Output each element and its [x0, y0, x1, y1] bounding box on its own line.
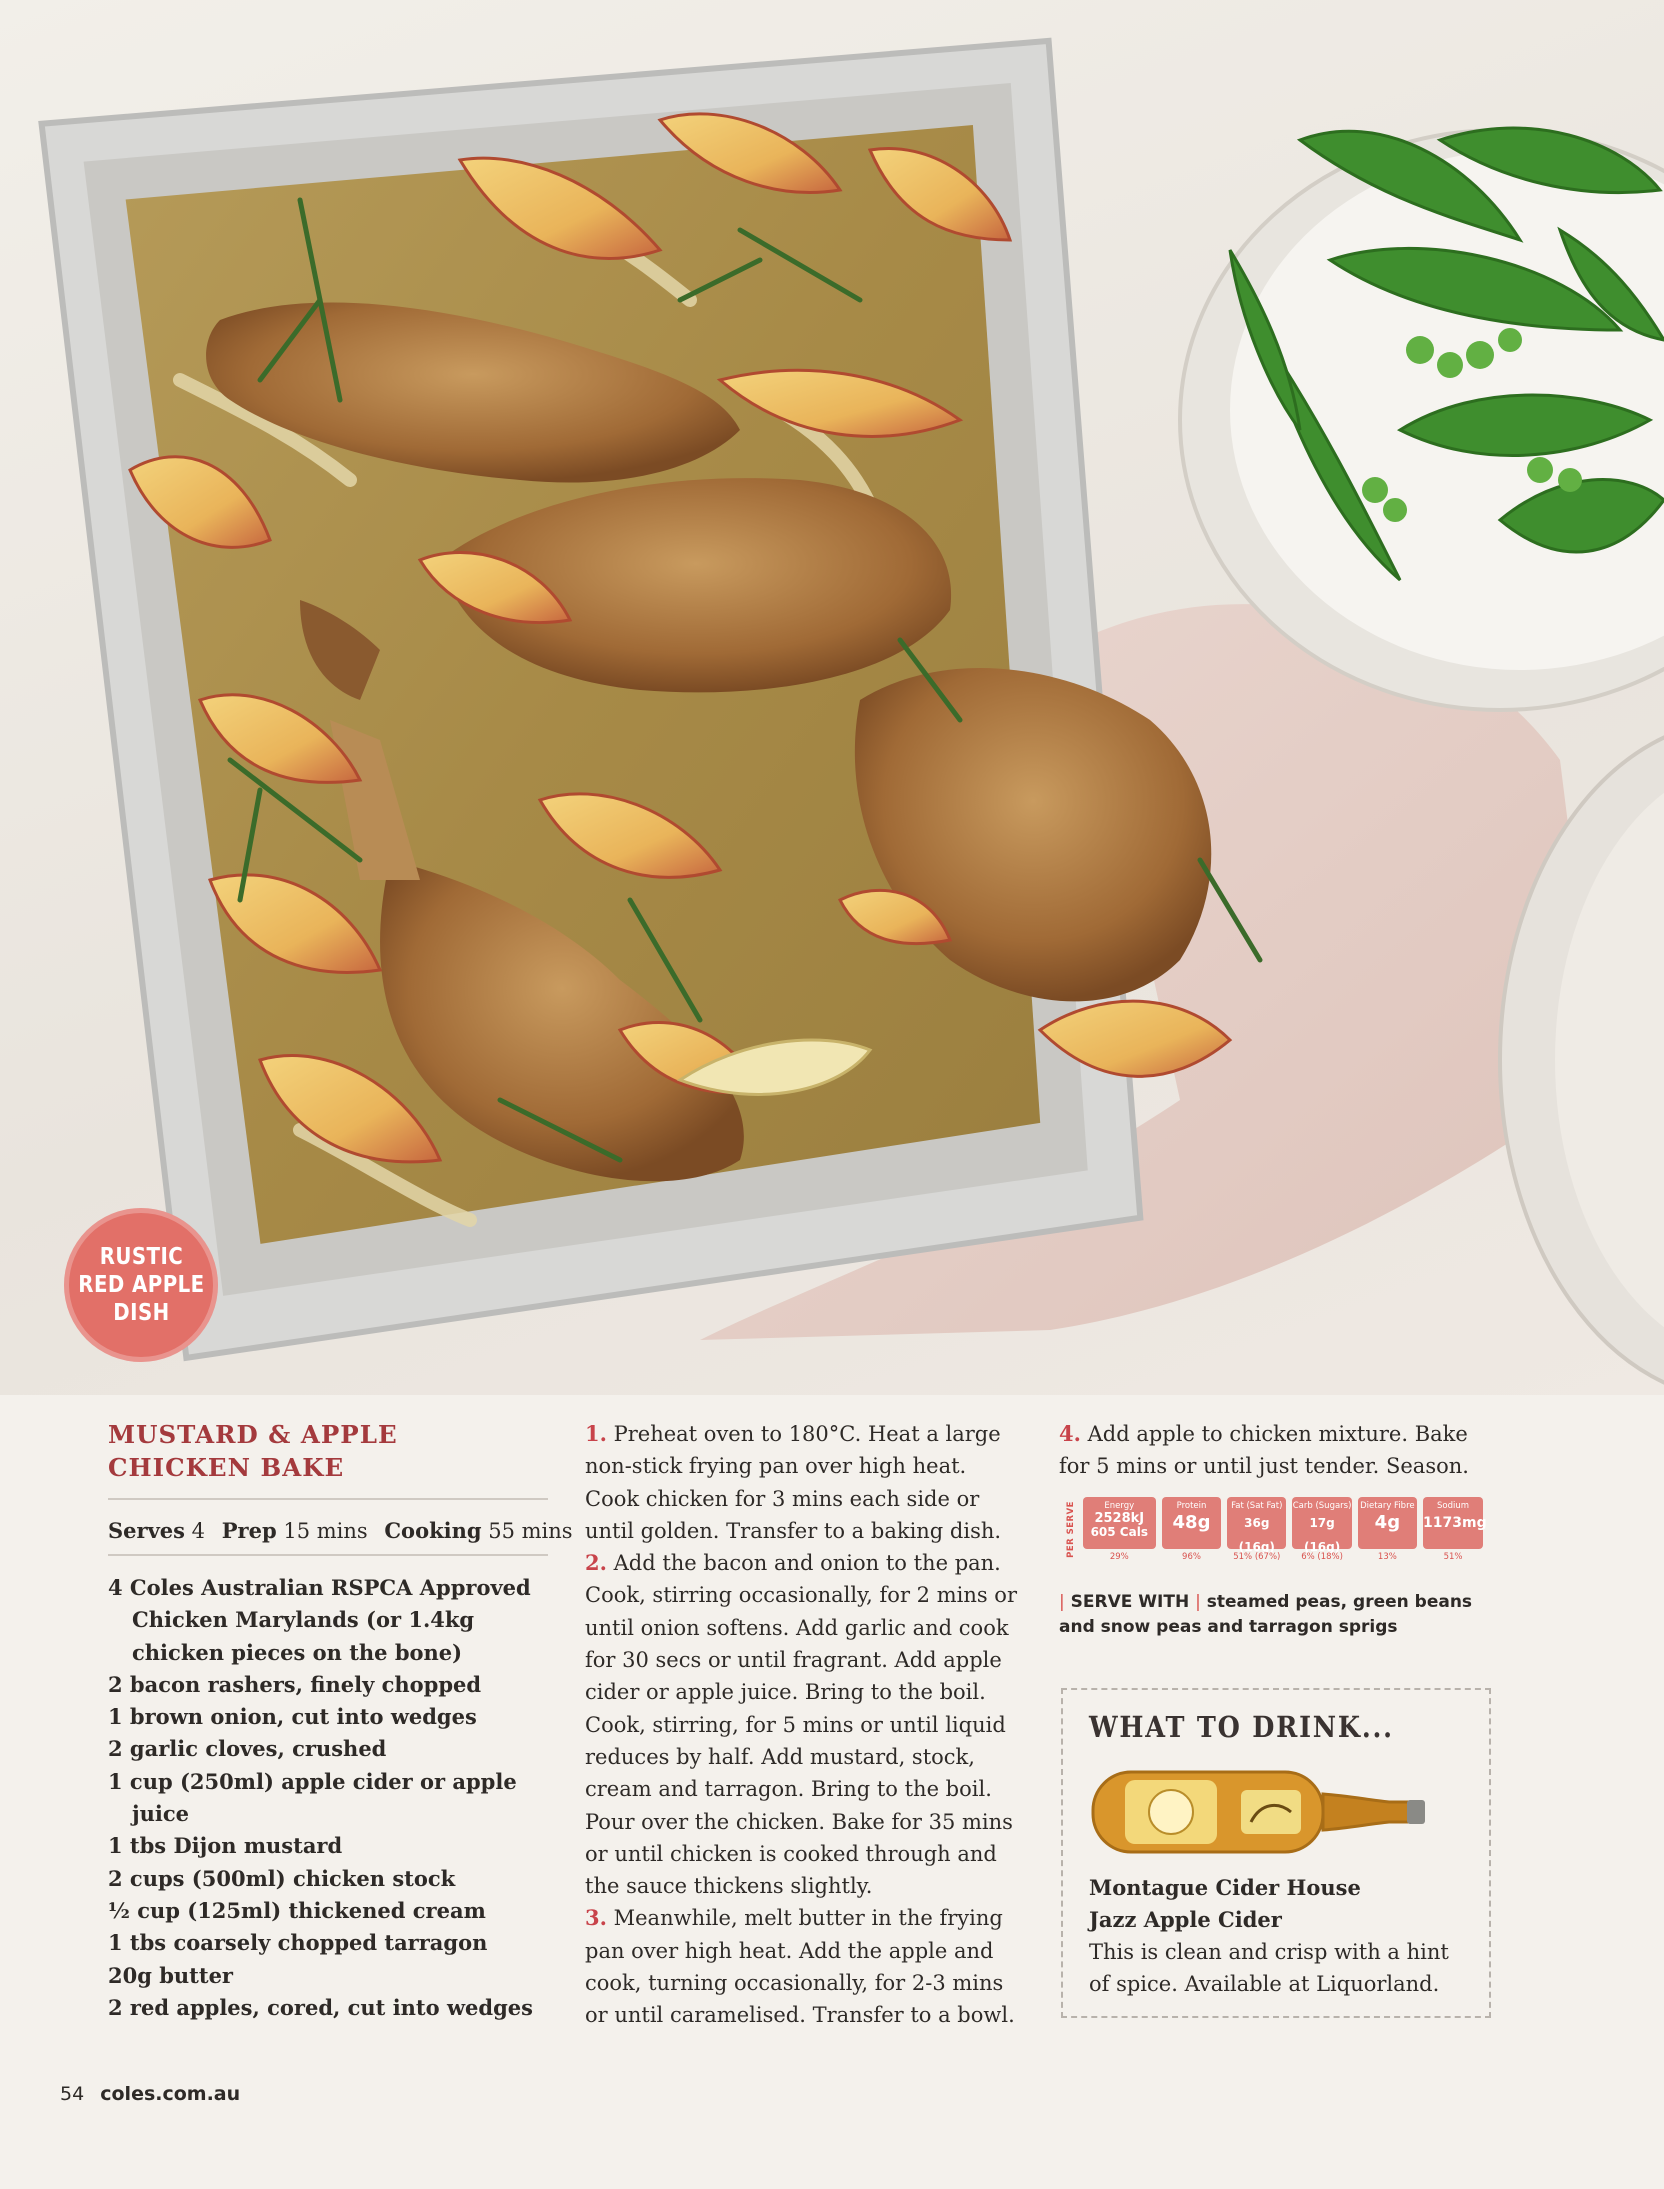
nutrition-value: 2528kJ	[1094, 1510, 1145, 1526]
method-continued-column	[1059, 1418, 1489, 1640]
serve-with-text: steamed peas, green beans and snow peas and tarragon sprigs	[1059, 1591, 1473, 1637]
step-number: 3.	[585, 1905, 607, 1931]
step-text: Meanwhile, melt butter in the frying pan over high heat. Add the apple and cook, turning occasionally, for 2-3 mins or until caramelised. Transfer to a bowl.	[585, 1906, 1015, 2028]
cooking-value: 55 mins	[488, 1519, 573, 1543]
nutrition-carb	[1292, 1497, 1351, 1562]
drink-heading: WHAT TO DRINK...	[1089, 1710, 1394, 1744]
nutrition-percent: 6% (18%)	[1301, 1551, 1343, 1562]
step-number: 4.	[1059, 1421, 1081, 1446]
cider-bottle-image	[1089, 1762, 1465, 1862]
serves-label: Serves	[108, 1518, 185, 1543]
ingredient-item: 1 brown onion, cut into wedges	[108, 1704, 477, 1730]
ingredients-list	[108, 1572, 548, 2024]
ingredient-item: 1 tbs Dijon mustard	[108, 1833, 343, 1859]
nutrition-percent: 96%	[1182, 1551, 1201, 1562]
step-number: 2.	[585, 1550, 607, 1576]
ingredient-item: 20g butter	[108, 1962, 233, 1988]
nutrition-panel	[1059, 1497, 1489, 1562]
nutrition-percent: 29%	[1109, 1551, 1129, 1562]
recipe-meta	[108, 1514, 573, 1548]
prep-value: 15 mins	[283, 1519, 368, 1543]
drink-description: This is clean and crisp with a hint of spice. Available at Liquorland.	[1089, 1940, 1449, 1996]
nutrition-value: 4g	[1374, 1511, 1401, 1533]
method-step-1	[585, 1418, 1025, 1547]
step-text: Add the bacon and onion to the pan. Cook, stirring occasionally, for 2 mins or until onion softens. Add garlic and cook for 30 secs or until fragrant. Add apple cider or apple juice. Bring to the boil. Cook, stirring, for 5 mins or until liquid reduces by half. Add mustard, stock, cream and tarragon. Bring to the boil. Pour over the chicken. Bake for 35 mins or until chicken is cooked through and the sauce thickens slightly.	[585, 1551, 1017, 1899]
nutrition-percent: 51% (67%)	[1233, 1551, 1281, 1562]
recipe-header-column	[108, 1418, 573, 2024]
bottle-icon	[1089, 1762, 1429, 1862]
nutrition-label: Fat (Sat Fat)	[1231, 1500, 1283, 1511]
what-to-drink-box	[1061, 1688, 1491, 2018]
rustic-dish-badge	[64, 1208, 218, 1362]
drink-name-line-2: Jazz Apple Cider	[1089, 1907, 1282, 1932]
nutrition-label: Sodium	[1437, 1500, 1470, 1511]
recipe-title	[108, 1418, 548, 1484]
nutrition-protein	[1162, 1497, 1221, 1562]
nutrition-label: Energy	[1104, 1500, 1135, 1511]
method-column	[585, 1418, 1025, 2032]
nutrition-fibre	[1358, 1497, 1417, 1562]
drink-name	[1089, 1872, 1465, 1936]
ingredient-item: 1 tbs coarsely chopped tarragon	[108, 1930, 488, 1956]
per-serve-label: PER SERVE	[1065, 1500, 1076, 1558]
nutrition-sodium	[1423, 1497, 1487, 1562]
method-step-4	[1059, 1418, 1489, 1483]
nutrition-percent: 13%	[1377, 1551, 1397, 1562]
nutrition-label: Dietary Fibre	[1360, 1500, 1415, 1511]
recipe-title-line-1: MUSTARD & APPLE	[108, 1420, 398, 1449]
ingredient-item: 2 garlic cloves, crushed	[108, 1736, 387, 1762]
ingredient-item: 4 Coles Australian RSPCA Approved Chicken Marylands (or 1.4kg chicken pieces on the bone)	[108, 1575, 531, 1665]
ingredient-item: 2 bacon rashers, finely chopped	[108, 1671, 482, 1697]
step-text: Add apple to chicken mixture. Bake for 5 mins or until just tender. Season.	[1059, 1422, 1469, 1479]
ingredient-item: ½ cup (125ml) thickened cream	[108, 1897, 486, 1923]
ingredient-item: 1 cup (250ml) apple cider or apple juice	[108, 1768, 517, 1827]
drink-name-line-1: Montague Cider House	[1089, 1875, 1361, 1900]
cooking-label: Cooking	[384, 1518, 482, 1543]
nutrition-value: 17g (16g)	[1303, 1515, 1341, 1554]
nutrition-fat	[1227, 1497, 1286, 1562]
page-footer	[60, 2083, 240, 2105]
nutrition-energy	[1083, 1497, 1156, 1562]
method-step-3	[585, 1902, 1025, 2031]
method-step-2	[585, 1547, 1025, 1902]
nutrition-label: Protein	[1176, 1500, 1207, 1511]
divider	[108, 1554, 548, 1556]
ingredient-item: 2 cups (500ml) chicken stock	[108, 1865, 456, 1891]
ingredient-item: 2 red apples, cored, cut into wedges	[108, 1994, 533, 2020]
recipe-title-line-2: CHICKEN BAKE	[108, 1453, 345, 1482]
prep-label: Prep	[221, 1518, 277, 1543]
divider	[108, 1498, 548, 1500]
nutrition-value: 36g (16g)	[1238, 1515, 1275, 1554]
serves-value: 4	[191, 1519, 206, 1543]
serve-with-note: | SERVE WITH | steamed peas, green beans and snow peas and tarragon sprigs	[1059, 1591, 1473, 1637]
nutrition-value-cals: 605 Cals	[1090, 1524, 1148, 1539]
serve-with-label: SERVE WITH	[1070, 1591, 1190, 1612]
nutrition-percent: 51%	[1443, 1551, 1463, 1562]
website-link[interactable]: coles.com.au	[100, 2083, 241, 2105]
nutrition-label: Carb (Sugars)	[1292, 1500, 1352, 1511]
page-number: 54	[60, 2083, 85, 2105]
nutrition-value: 1173mg	[1423, 1514, 1487, 1531]
step-text: Preheat oven to 180°C. Heat a large non-stick frying pan over high heat. Cook chicken for 3 mins each side or until golden. Transfer to a baking dish.	[585, 1422, 1002, 1543]
step-number: 1.	[585, 1421, 607, 1446]
badge-text: RUSTIC RED APPLE DISH	[77, 1244, 205, 1326]
nutrition-value: 48g	[1172, 1511, 1211, 1533]
